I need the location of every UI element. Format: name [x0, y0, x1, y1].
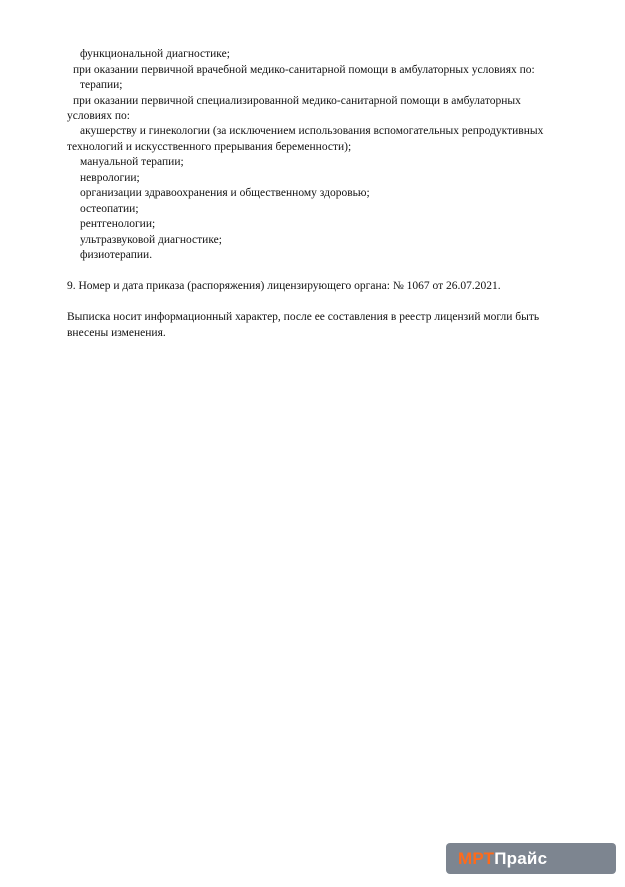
text-line: организации здравоохранения и общественному здоровью;: [80, 187, 370, 199]
text-line: акушерству и гинекологии (за исключением использования вспомогательных репродуктивных: [80, 125, 544, 137]
text-line: технологий и искусственного прерывания беременности);: [67, 141, 352, 153]
text-line: рентгенологии;: [80, 218, 156, 230]
text-line: при оказании первичной врачебной медико-санитарной помощи в амбулаторных условиях по:: [73, 64, 535, 76]
watermark-logo: [446, 843, 616, 874]
text-line: при оказании первичной специализированной медико-санитарной помощи в амбулаторных: [73, 95, 521, 107]
text-line: функциональной диагностике;: [80, 48, 230, 60]
disclaimer-line: внесены изменения.: [67, 327, 166, 339]
order-number-line: 9. Номер и дата приказа (распоряжения) лицензирующего органа: № 1067 от 26.07.2021.: [67, 280, 501, 292]
text-line: терапии;: [80, 79, 123, 91]
text-line: физиотерапии.: [80, 249, 153, 261]
text-line: мануальной терапии;: [80, 156, 184, 168]
watermark-part-price: Прайс: [494, 848, 548, 868]
text-line: ультразвуковой диагностике;: [80, 234, 222, 246]
text-line: остеопатии;: [80, 203, 139, 215]
watermark-part-mrt: МРТ: [458, 848, 495, 868]
disclaimer-line: Выписка носит информационный характер, после ее составления в реестр лицензий могли быть: [67, 311, 540, 323]
text-line: условиях по:: [67, 110, 130, 122]
text-line: неврологии;: [80, 172, 140, 184]
